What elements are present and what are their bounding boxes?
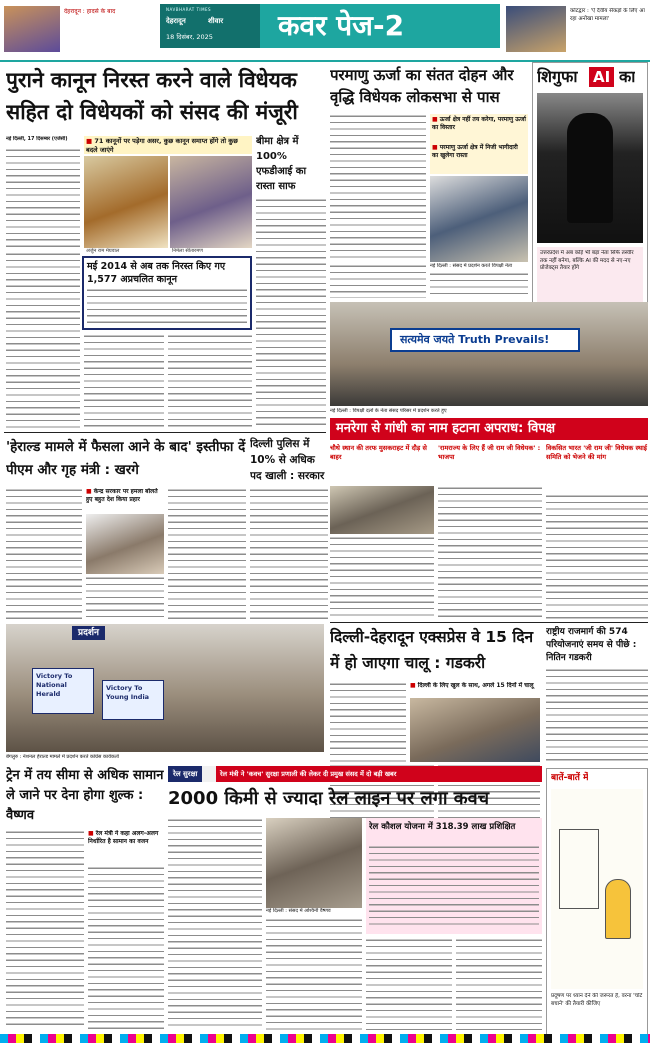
manrega-sub3-box	[546, 444, 648, 492]
shigufa-title: शिगुफा	[537, 67, 578, 86]
shigufa-suffix: का	[619, 67, 636, 86]
lead-sub-box	[84, 136, 252, 154]
rail-photo-caption: नई दिल्ली : संसद में अश्विनी वैष्णव	[266, 908, 331, 914]
masthead-date: 18 दिसंबर, 2025	[166, 33, 213, 41]
rail-side-box	[366, 818, 542, 934]
masthead-left-photo	[4, 6, 60, 52]
herald-body-col3	[168, 488, 246, 620]
highways-body	[546, 668, 648, 764]
placard-2-text: Victory To Young India	[106, 684, 150, 701]
herald-protest-label: प्रदर्शन	[72, 626, 105, 640]
expressway-body-col1	[330, 682, 406, 762]
placard-1-text: Victory To National Herald	[36, 672, 73, 698]
lead-body-col2	[84, 334, 164, 430]
laws-box	[82, 256, 252, 330]
rail-side-headline: रेल कौशल योजना में 318.39 लाख प्रशिक्षित	[369, 822, 516, 832]
laws-box-body	[87, 288, 247, 326]
insurance-headline: बीमा क्षेत्र में 100% एफडीआई का रास्ता साफ	[256, 136, 307, 192]
manrega-body-col3	[546, 494, 648, 620]
lead-photo-sitharaman	[170, 156, 252, 248]
rail-left-body-col1	[6, 830, 84, 1030]
rail-left-body-col2	[88, 866, 164, 1030]
herald-headline: 'हेराल्ड मामले में फैसला आने के बाद' इस्तीफा दें पीएम और गृह मंत्री : खरगे	[6, 439, 246, 478]
delhi-police-body	[250, 488, 328, 620]
delhi-police-headline: दिल्ली पुलिस में 10% से अधिक पद खाली : सरकार	[250, 438, 325, 482]
insurance-body	[256, 198, 326, 430]
rail-side-body	[369, 845, 539, 929]
placard-1	[32, 668, 94, 714]
lead-caption-2: निर्मला सीतारमण	[172, 248, 203, 254]
lead-body-col3	[168, 334, 252, 430]
protest-banner-text: सत्यमेव जयते Truth Prevails!	[400, 333, 550, 346]
shigufa-image	[537, 93, 643, 243]
lead-photo-meghwal	[84, 156, 168, 248]
highways-headline: राष्ट्रीय राजमार्ग की 574 परियोजनाएं समय से पीछे : नितिन गडकरी	[546, 627, 637, 663]
lead-sub: ■ 71 कानूनों पर पड़ेगा असर, कुछ कानून समाप्त होंगे तो कुछ बदले जाएंगे	[84, 136, 252, 155]
rail-left-sub: ■ रेल मंत्री ने कहा अलग-अलग निर्धारित है सामान का वजन	[88, 830, 164, 864]
rail-body-col2	[266, 918, 362, 1030]
nuclear-photo	[430, 176, 528, 262]
expressway-sub-box	[410, 682, 540, 696]
placard-2	[102, 680, 164, 720]
cartoon-building	[559, 829, 599, 909]
manrega-sub2: 'रामराज्य के लिए हैं जी राम जी विधेयक' : भाजपा	[438, 444, 541, 461]
masthead-day: शीवार	[208, 17, 224, 25]
cartoon-drawing	[551, 789, 643, 989]
cartoon-figure	[605, 879, 631, 939]
rail-strap-text: रेल मंत्री ने 'कवच' सुरक्षा प्रणाली की लेकर दी प्रमुख संसद में दो बड़ी खबर	[216, 766, 542, 782]
paper-name: NAVBHARAT TIMES	[166, 7, 212, 12]
page-title: कवर पेज-2	[278, 9, 405, 42]
cartoon-box	[546, 768, 648, 1038]
rail-body-col4	[456, 938, 542, 1030]
manrega-sub1: चौथे स्थान की तरफ मुसकराहट में दौड़ से बाहर	[330, 444, 427, 461]
herald-sub-box	[86, 488, 164, 512]
expressway-headline: दिल्ली-देहरादून एक्सप्रेस वे 15 दिन में हो जाएगा चालू : गडकरी	[330, 628, 534, 672]
masthead-right-label: कोटद्वार : 'ऐ दैवीय सैकड़ों के लिए आ रहा अनोखा मामला'	[570, 8, 645, 22]
nuclear-bullet-1: ■ ऊर्जा क्षेत्र नहीं तय करेगा, परमाणु ऊर्जा का विस्तार	[430, 114, 528, 142]
masthead-strip	[160, 4, 500, 48]
rail-left-headline: ट्रेन में तय सीमा से अधिक सामान ले जाने पर देना होगा शुल्क : वैष्णव	[6, 768, 164, 823]
manrega-sub1-box	[330, 444, 434, 484]
protest-banner	[390, 328, 580, 352]
nuclear-headline: परमाणु ऊर्जा का संतत दोहन और वृद्धि विधेयक लोकसभा से पास	[330, 66, 514, 106]
manrega-headline: मनरेगा से गांधी का नाम हटाना अपराध: विपक्ष	[330, 418, 648, 440]
herald-sub: ■ केन्द्र सरकार पर हमला बोलते हुए बहुत देश किया प्रहार	[86, 488, 164, 512]
cartoon-title: बातें-बातें में	[551, 773, 589, 783]
masthead	[0, 0, 650, 62]
rail-label: रेल सुरक्षा	[168, 766, 202, 782]
nuclear-bullet-2: ■ परमाणु ऊर्जा क्षेत्र में निजी भागीदारी का खुलेगा रास्ता	[430, 142, 528, 170]
shigufa-ai: AI	[589, 67, 614, 87]
rail-photo	[266, 818, 362, 908]
rail-body-col1	[168, 818, 262, 1030]
shigufa-quote: उत्तरप्रदेश में अब कोई भी बड़ा नेता सिर्फ तस्वीर तक नहीं बनेगा, बल्कि AI की मदद से नए-नए प्रोजेक्ट्स तैयार होंगे	[540, 250, 634, 272]
lead-body-col1	[6, 148, 80, 248]
herald-protest-photo	[6, 624, 324, 752]
nuclear-bullets	[430, 114, 528, 174]
rail-headline: 2000 किमी से ज्यादा रेल लाइन पर लगा कवच	[168, 788, 490, 809]
laws-box-title: मई 2014 से अब तक निरस्त किए गए 1,577 अप्रचलित कानून	[87, 261, 226, 285]
masthead-city: देहरादून	[166, 17, 186, 25]
nuclear-caption: नई दिल्ली : संसद में प्रदर्शन करते विपक्षी नेता	[430, 263, 513, 269]
lead-dateline: नई दिल्ली, 17 दिसम्बर (एजेंसी)	[6, 136, 68, 142]
nuclear-body-col2	[330, 264, 426, 298]
herald-kharge-photo	[86, 514, 164, 574]
masthead-right-photo	[506, 6, 566, 52]
section-divider-1	[4, 432, 326, 433]
nuclear-body-col3	[430, 272, 528, 298]
rail-body-col3	[366, 938, 452, 1030]
lead-caption-1: अर्जुन राम मेघवाल	[86, 248, 120, 254]
manrega-sub3: विकसित भारत 'जी राम जी' विधेयक स्थाई समिति को भेजने की मांग	[546, 444, 647, 461]
herald-body-col1	[6, 488, 82, 620]
nuclear-body-col1	[330, 114, 426, 262]
cartoon-caption: प्रदूषण पर ध्यान देने की जरूरत है, वरना 'चोटें बचाने' की तैयारी कीजिए	[551, 993, 643, 1007]
shigufa-figure	[567, 113, 613, 223]
manrega-body-col2	[438, 486, 542, 620]
protest-photo	[330, 302, 648, 406]
herald-body-col2	[86, 576, 164, 620]
section-divider-2	[330, 622, 648, 623]
manrega-sub2-box	[438, 444, 542, 484]
lead-body-col1b	[6, 252, 80, 430]
rail-strap	[168, 766, 542, 782]
expressway-sub: ■ दिल्ली के लिए खुल के साथ, अगले 15 दिनों में चालू	[410, 682, 540, 696]
manrega-photo	[330, 486, 434, 534]
registration-marks	[0, 1034, 650, 1043]
masthead-left-teaser: देहरादून : हादसे के बाद	[64, 8, 116, 15]
lead-headline: पुराने कानून निरस्त करने वाले विधेयक सहित दो विधेयकों को संसद की मंजूरी	[6, 68, 298, 124]
protest-photo-caption: नई दिल्ली : विपक्षी दलों के नेता संसद परिसर में प्रदर्शन करते हुए	[330, 408, 447, 414]
manrega-body-col1	[330, 536, 434, 620]
expressway-photo	[410, 698, 540, 762]
herald-photo-caption: बेंगलुरु : नेशनल हेराल्ड मामले में प्रदर्शन करते कांग्रेस कार्यकर्ता	[6, 754, 119, 760]
rail-left-sub-box	[88, 830, 164, 864]
